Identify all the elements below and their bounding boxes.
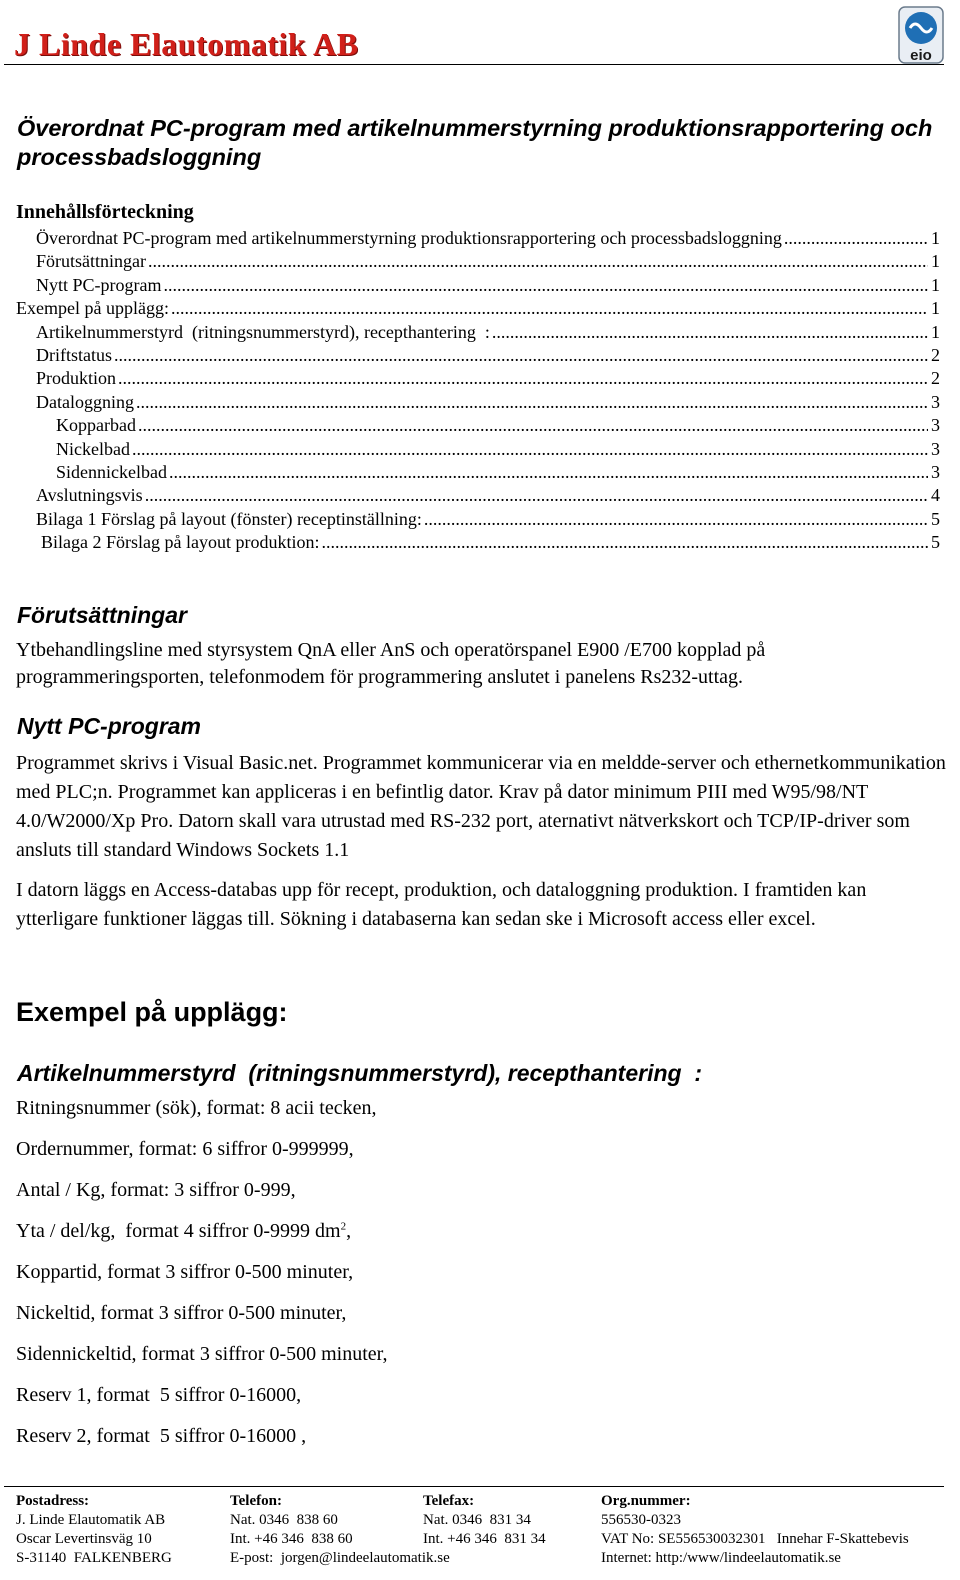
section-heading-artikel: Artikelnummerstyrd (ritningsnummerstyrd), recepthantering : xyxy=(17,1060,703,1086)
toc-leader xyxy=(118,367,928,390)
toc-leader xyxy=(492,321,928,344)
toc-entry[interactable] xyxy=(36,391,940,414)
toc-entry-page: 1 xyxy=(931,298,940,318)
toc-entry-page: 1 xyxy=(931,275,940,295)
footer-line: Int. +46 346 838 60 xyxy=(230,1531,353,1547)
footer-line: Nat. 0346 838 60 xyxy=(230,1512,338,1528)
toc-leader xyxy=(138,414,928,437)
toc-entry-label: Sidennickelbad xyxy=(56,462,167,482)
toc-entry-label: Överordnat PC-program med artikelnummerstyrning produktionsrapportering och processbadsloggning xyxy=(36,228,782,248)
toc-entry-label: Nickelbad xyxy=(56,439,130,459)
toc-entry-page: 3 xyxy=(931,462,940,482)
toc-entry-label: Nytt PC-program xyxy=(36,275,162,295)
footer-postadress xyxy=(16,1492,172,1568)
spec-line: Koppartid, format 3 siffror 0-500 minuter, xyxy=(16,1261,354,1283)
toc-entry-page: 2 xyxy=(931,368,940,388)
toc-entry[interactable] xyxy=(56,414,940,437)
footer-line: Oscar Levertinsväg 10 xyxy=(16,1531,152,1547)
badge-text: eio xyxy=(910,47,932,64)
footer-line: J. Linde Elautomatik AB xyxy=(16,1512,166,1528)
toc-entry-label: Artikelnummerstyrd (ritningsnummerstyrd), recepthantering : xyxy=(36,322,490,342)
toc-entry-page: 3 xyxy=(931,439,940,459)
toc-entry[interactable] xyxy=(36,321,940,344)
toc-entry[interactable] xyxy=(36,484,940,507)
toc-entry-page: 3 xyxy=(931,392,940,412)
toc-leader xyxy=(148,250,928,273)
spec-superscript: 2 xyxy=(340,1220,347,1233)
spec-line: Sidennickeltid, format 3 siffror 0-500 minuter, xyxy=(16,1343,388,1365)
toc-entry-page: 1 xyxy=(931,251,940,271)
toc-entry-label: Förutsättningar xyxy=(36,251,146,271)
toc-leader xyxy=(136,391,928,414)
toc-entry-page: 1 xyxy=(931,322,940,342)
footer-telefax xyxy=(423,1492,546,1549)
header-divider xyxy=(4,64,944,65)
section-heading-nytt-pc: Nytt PC-program xyxy=(17,713,202,739)
footer-heading: Telefax: xyxy=(423,1493,475,1509)
toc-leader xyxy=(114,344,928,367)
footer-website-link[interactable]: Internet: http:/www/lindeelautomatik.se xyxy=(601,1550,841,1566)
toc-leader xyxy=(164,274,929,297)
nytt-pc-text-1: Programmet skrivs i Visual Basic.net. Programmet kommunicerar via en meldde-server och ethernetkommunikation med PLC;n. Programmet kan appliceras i en befintlig dator. Krav på dator minimum PIII med W95/98/NT 4.0/W2000/Xp Pro. Datorn skall vara utrustad med RS-232 port, aternativt nätverkskort och TCP/IP-driver som ansluts till standard Windows Sockets 1.1 xyxy=(16,752,946,861)
footer-telefon xyxy=(230,1492,450,1568)
toc-leader xyxy=(145,484,928,507)
toc-entry-label: Driftstatus xyxy=(36,345,112,365)
section-heading-exempel: Exempel på upplägg: xyxy=(16,997,288,1027)
toc-entry-label: Avslutningsvis xyxy=(36,485,143,505)
toc-leader xyxy=(424,508,928,531)
toc-entry[interactable] xyxy=(16,297,940,320)
toc-entry-label: Exempel på upplägg: xyxy=(16,298,169,318)
footer-line: VAT No: SE556530032301 Innehar F-Skattebevis xyxy=(601,1531,909,1547)
toc-leader xyxy=(171,297,928,320)
toc-entry[interactable] xyxy=(36,227,940,250)
toc-heading: Innehållsförteckning xyxy=(16,201,194,223)
spec-line-area xyxy=(16,1220,351,1243)
forutsattningar-text: Ytbehandlingsline med styrsystem QnA eller AnS och operatörspanel E900 /E700 kopplad på programmeringsporten, telefonmodem för programmering anslutet i panelens Rs232-uttag. xyxy=(16,639,766,688)
footer-heading: Postadress: xyxy=(16,1493,90,1509)
footer-email-link[interactable]: E-post: jorgen@lindeelautomatik.se xyxy=(230,1550,450,1566)
toc-entry[interactable] xyxy=(36,367,940,390)
spec-suffix: , xyxy=(346,1220,352,1242)
spec-line: Ritningsnummer (sök), format: 8 acii tecken, xyxy=(16,1097,377,1119)
toc-entry[interactable] xyxy=(36,344,940,367)
footer-orgnummer xyxy=(601,1492,909,1568)
section-heading-forutsattningar: Förutsättningar xyxy=(17,602,187,628)
toc-leader xyxy=(169,461,928,484)
toc-entry-page: 4 xyxy=(931,485,940,505)
spec-line: Antal / Kg, format: 3 siffror 0-999, xyxy=(16,1179,296,1201)
footer-divider xyxy=(4,1486,944,1487)
toc-entry[interactable] xyxy=(36,250,940,273)
toc-entry-page: 1 xyxy=(931,228,940,248)
toc-entry-label: Kopparbad xyxy=(56,415,136,435)
footer-line: Nat. 0346 831 34 xyxy=(423,1512,531,1528)
toc-entry-page: 2 xyxy=(931,345,940,365)
toc-entry-page: 5 xyxy=(931,509,940,529)
footer-line: S-31140 FALKENBERG xyxy=(16,1550,172,1566)
footer-heading: Telefon: xyxy=(230,1493,282,1509)
toc-leader xyxy=(132,438,928,461)
toc-entry[interactable] xyxy=(56,438,940,461)
toc-entry[interactable] xyxy=(56,461,940,484)
footer-line: Int. +46 346 831 34 xyxy=(423,1531,546,1547)
toc-entry[interactable] xyxy=(36,274,940,297)
toc-entry-label: Bilaga 1 Förslag på layout (fönster) receptinställning: xyxy=(36,509,422,529)
eio-badge-icon xyxy=(898,6,944,64)
toc-entry-page: 5 xyxy=(931,532,940,552)
document-title: Överordnat PC-program med artikelnummerstyrning produktionsrapportering och processbadsloggning xyxy=(17,115,933,170)
toc-entry-label: Dataloggning xyxy=(36,392,134,412)
toc-entry-page: 3 xyxy=(931,415,940,435)
footer-line: 556530-0323 xyxy=(601,1512,681,1528)
spec-line: Nickeltid, format 3 siffror 0-500 minuter, xyxy=(16,1302,347,1324)
toc-entry-label: Produktion xyxy=(36,368,117,388)
spec-line: Reserv 1, format 5 siffror 0-16000, xyxy=(16,1384,302,1406)
toc-entry[interactable] xyxy=(36,508,940,531)
spec-line: Reserv 2, format 5 siffror 0-16000 , xyxy=(16,1425,307,1447)
toc-leader xyxy=(321,531,928,554)
toc-entry[interactable] xyxy=(41,531,940,554)
toc-entry-label: Bilaga 2 Förslag på layout produktion: xyxy=(41,532,320,552)
spec-line-area-text: Yta / del/kg, format 4 siffror 0-9999 dm xyxy=(16,1220,341,1242)
footer-heading: Org.nummer: xyxy=(601,1493,691,1509)
company-logo: J Linde Elautomatik AB xyxy=(14,26,359,62)
toc-leader xyxy=(784,227,928,250)
spec-line: Ordernummer, format: 6 siffror 0-999999, xyxy=(16,1138,354,1160)
nytt-pc-text-2: I datorn läggs en Access-databas upp för recept, produktion, och dataloggning produktion. I framtiden kan ytterligare funktioner läggas till. Sökning i databaserna kan sedan ske i Microsoft access eller excel. xyxy=(16,879,867,930)
